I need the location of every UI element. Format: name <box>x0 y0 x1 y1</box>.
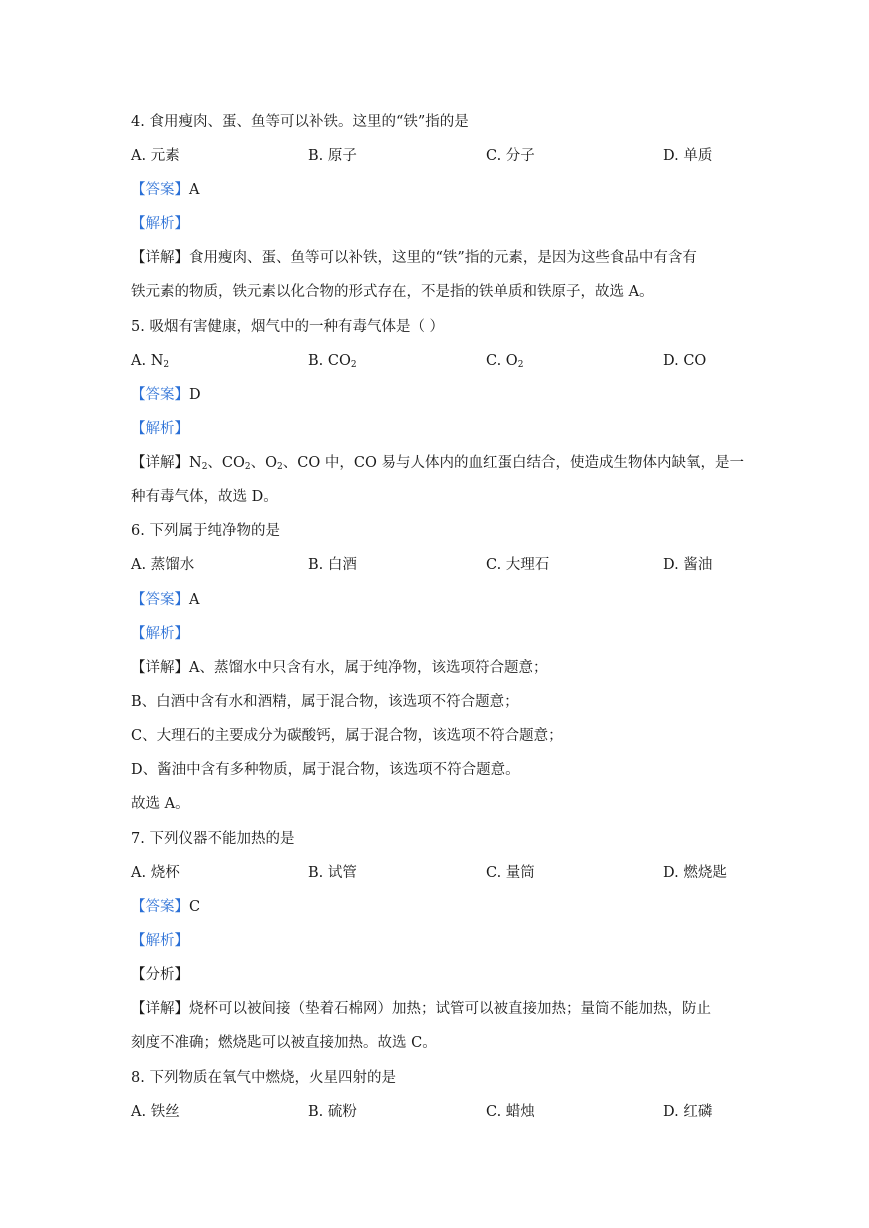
q5-stem: 5. 吸烟有害健康，烟气中的一种有毒气体是（ ） <box>131 319 445 335</box>
q6-detail-line-1 <box>131 658 751 678</box>
q7-option-d: D. 燃烧匙 <box>663 865 727 881</box>
q7-answer <box>131 897 751 917</box>
answer-value: D <box>189 387 201 403</box>
q6-option-d: D. 酱油 <box>663 557 713 573</box>
answer-label: 【答案】 <box>131 387 189 403</box>
detail-text: 食用瘦肉、蛋、鱼等可以补铁，这里的“铁”指的元素，是因为这些食品中有含有 <box>189 250 697 266</box>
q7-detail-line-1 <box>131 999 751 1019</box>
q7-option-b: B. 试管 <box>308 865 357 881</box>
q8-option-c: C. 蜡烛 <box>486 1104 535 1120</box>
analysis-label: 【解析】 <box>131 933 189 949</box>
analysis-label: 【解析】 <box>131 626 189 642</box>
q8-option-d: D. 红磷 <box>663 1104 713 1120</box>
q5-option-a <box>131 351 169 375</box>
q5-analysis <box>131 419 751 439</box>
q7-option-a: A. 烧杯 <box>131 865 180 881</box>
q4-detail-line-1 <box>131 248 751 268</box>
q6-conclusion: 故选 A。 <box>131 796 190 812</box>
detail-label: 【详解】 <box>131 250 189 266</box>
subscript: 2 <box>163 360 170 370</box>
detail-text: A、蒸馏水中只含有水，属于纯净物，该选项符合题意； <box>189 660 548 676</box>
q7-stem: 7. 下列仪器不能加热的是 <box>131 831 295 847</box>
answer-label: 【答案】 <box>131 899 189 915</box>
detail-text: 、CO 中，CO 易与人体内的血红蛋白结合，使造成生物体内缺氧，是一 <box>282 455 744 471</box>
q8-option-b: B. 硫粉 <box>308 1104 357 1120</box>
q6-answer <box>131 590 751 610</box>
q4-option-b: B. 原子 <box>308 148 357 164</box>
option-text: C. O <box>486 353 518 369</box>
q4-detail-line-2: 铁元素的物质，铁元素以化合物的形式存在，不是指的铁单质和铁原子，故选 A。 <box>131 284 654 300</box>
option-text: A. N <box>131 353 164 369</box>
q5-detail-line-1 <box>131 453 751 477</box>
subscript: 2 <box>517 360 524 370</box>
detail-label: 【详解】 <box>131 660 189 676</box>
q6-detail-line-3: C、大理石的主要成分为碳酸钙，属于混合物，该选项不符合题意； <box>131 728 563 744</box>
detail-text: 、CO <box>207 455 245 471</box>
subscript: 2 <box>201 462 208 472</box>
detail-label: 【详解】 <box>131 1001 189 1017</box>
analysis-label: 【解析】 <box>131 216 189 232</box>
q4-analysis <box>131 214 751 234</box>
q5-option-b <box>308 351 357 375</box>
q7-detail-line-2: 刻度不准确；燃烧匙可以被直接加热。故选 C。 <box>131 1035 437 1051</box>
q4-option-c: C. 分子 <box>486 148 535 164</box>
answer-value: A <box>189 592 200 608</box>
q6-detail-line-2: B、白酒中含有水和酒精，属于混合物，该选项不符合题意； <box>131 694 519 710</box>
q8-stem: 8. 下列物质在氧气中燃烧，火星四射的是 <box>131 1070 396 1086</box>
q5-detail-line-2: 种有毒气体，故选 D。 <box>131 489 278 505</box>
q4-stem: 4. 食用瘦肉、蛋、鱼等可以补铁。这里的“铁”指的是 <box>131 114 469 130</box>
answer-label: 【答案】 <box>131 592 189 608</box>
q5-option-c <box>486 351 523 375</box>
q6-option-b: B. 白酒 <box>308 557 357 573</box>
q4-option-a: A. 元素 <box>131 148 180 164</box>
q6-option-c: C. 大理石 <box>486 557 550 573</box>
subscript: 2 <box>244 462 251 472</box>
option-text: B. CO <box>308 353 351 369</box>
detail-text: 、O <box>250 455 278 471</box>
detail-text: N <box>189 455 202 471</box>
analysis-label: 【解析】 <box>131 421 189 437</box>
detail-label: 【详解】 <box>131 455 189 471</box>
answer-value: A <box>189 182 200 198</box>
q4-option-d: D. 单质 <box>663 148 713 164</box>
detail-text: 烧杯可以被间接（垫着石棉网）加热；试管可以被直接加热；量筒不能加热，防止 <box>189 1001 711 1017</box>
answer-label: 【答案】 <box>131 182 189 198</box>
q7-analysis <box>131 931 751 951</box>
q6-stem: 6. 下列属于纯净物的是 <box>131 523 280 539</box>
q7-option-c: C. 量筒 <box>486 865 535 881</box>
q6-analysis <box>131 624 751 644</box>
subscript: 2 <box>277 462 283 472</box>
q6-option-a: A. 蒸馏水 <box>131 557 195 573</box>
q4-answer <box>131 180 751 200</box>
answer-value: C <box>189 899 201 915</box>
q5-option-d: D. CO <box>663 353 707 369</box>
q6-detail-line-4: D、酱油中含有多种物质，属于混合物，该选项不符合题意。 <box>131 762 520 778</box>
q7-fenxi: 【分析】 <box>131 967 189 983</box>
subscript: 2 <box>350 360 357 370</box>
q8-option-a: A. 铁丝 <box>131 1104 180 1120</box>
q5-answer <box>131 385 751 405</box>
